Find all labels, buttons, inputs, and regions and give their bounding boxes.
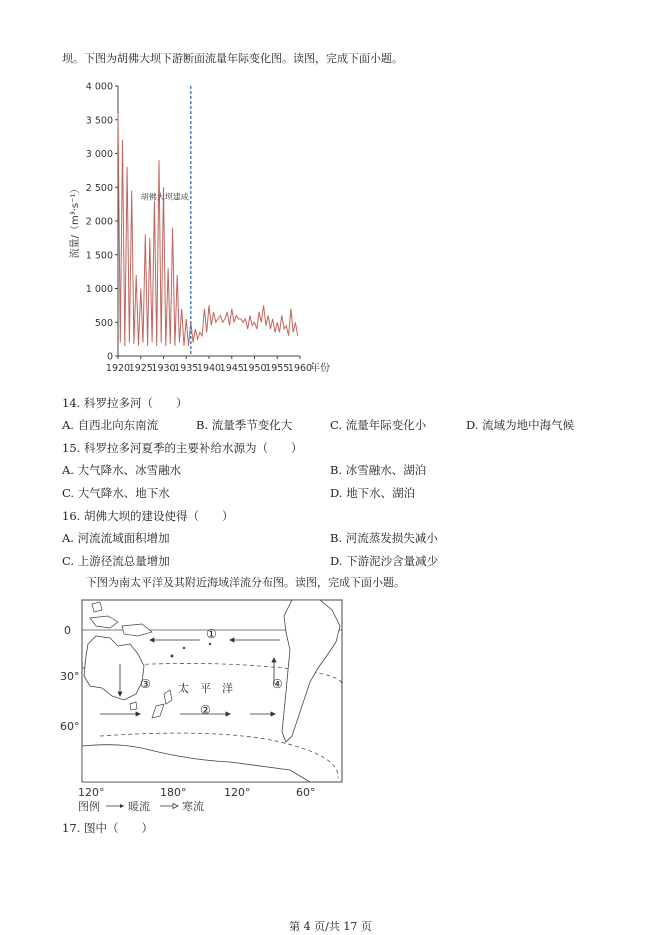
x-tick-label: 1955 [265,363,290,374]
lat-label-0: 0 [64,624,71,637]
legend-label: 图例 [78,800,100,813]
q15-option-d[interactable]: D. 地下水、湖泊 [330,486,416,500]
ocean-label-char-2: 平 [200,682,211,695]
q14-option-d[interactable]: D. 流域为地中海气候 [466,418,575,432]
legend-warm-arrow [120,804,124,808]
lon-label-120e: 120° [78,786,105,799]
dam-completion-label: 胡佛大坝建成 [140,192,189,202]
q16-option-a[interactable]: A. 河流流域面积增加 [62,531,170,545]
page-footer: 第 4 页/共 17 页 [289,920,372,933]
question-16-stem: 16. 胡佛大坝的建设使得（ ） [62,509,234,523]
y-tick-label: 2 500 [85,182,113,194]
lon-label-60w: 60° [296,786,316,799]
y-tick-label: 0 [106,351,113,363]
q14-option-b[interactable]: B. 流量季节变化大 [196,418,293,432]
q15-option-c[interactable]: C. 大气降水、地下水 [62,486,170,500]
question-15-stem: 15. 科罗拉多河夏季的主要补给水源为（ ） [62,441,303,455]
x-tick-label: 1925 [128,363,153,374]
lat-label-60: 60° [60,720,80,733]
current-label-3: ③ [140,677,151,691]
flow-series-line [118,113,298,346]
legend-cold-arrow [173,804,178,809]
island-north [92,602,102,612]
y-tick-label: 1 000 [85,284,113,295]
y-tick-label: 3 000 [85,149,113,160]
q14-option-a[interactable]: A. 自西北向东南流 [62,418,159,432]
y-tick-label: 3 500 [85,115,113,127]
x-tick-label: 1945 [219,363,244,374]
q16-option-c[interactable]: C. 上游径流总量增加 [62,554,170,568]
x-tick-label: 1950 [242,363,267,374]
x-tick-label: 1935 [174,363,199,374]
ocean-current-map [60,596,350,816]
q16-option-d[interactable]: D. 下游泥沙含量减少 [330,554,439,568]
x-tick-label: 1960 [287,363,313,374]
current-label-4: ④ [272,677,283,691]
ocean-label-char-1: 太 [178,682,189,695]
map-intro-text: 下图为南太平洋及其附近海域洋流分布图。读图，完成下面小题。 [86,576,405,589]
y-tick-label: 2 000 [85,216,113,228]
y-tick-label: 4 000 [85,81,113,93]
ocean-label-char-3: 洋 [222,682,233,695]
y-tick-label: 1 500 [85,250,113,262]
x-tick-label: 1930 [151,363,176,374]
question-14-stem: 14. 科罗拉多河（ ） [62,396,188,410]
q15-option-b[interactable]: B. 冰雪融水、湖泊 [330,463,427,477]
current-label-1: ① [206,627,217,641]
x-tick-label: 1940 [196,363,222,374]
flow-chart [60,78,350,383]
question-17-stem: 17. 图中（ ） [62,821,153,835]
island-dot [183,647,185,649]
x-tick-label: 1920 [105,363,131,374]
q15-option-a[interactable]: A. 大气降水、冰雪融水 [62,463,182,477]
island-dot [209,643,211,645]
current-label-2: ② [200,703,211,717]
q16-option-b[interactable]: B. 河流蒸发损失减小 [330,531,438,545]
lon-label-120w: 120° [224,786,251,799]
y-tick-label: 500 [94,317,113,329]
island-dot [171,655,174,658]
x-axis-label: 年份 [310,363,330,374]
legend-warm-text: 暖流 [128,800,150,813]
intro-text: 坝。下图为胡佛大坝下游断面流量年际变化图。读图，完成下面小题。 [62,52,403,65]
lon-label-180: 180° [160,786,187,799]
y-axis-label: 流量/（m³·s⁻¹） [70,183,81,259]
lat-label-30: 30° [60,670,80,683]
legend-cold-text: 寒流 [182,800,204,813]
q14-option-c[interactable]: C. 流量年际变化小 [330,418,427,432]
